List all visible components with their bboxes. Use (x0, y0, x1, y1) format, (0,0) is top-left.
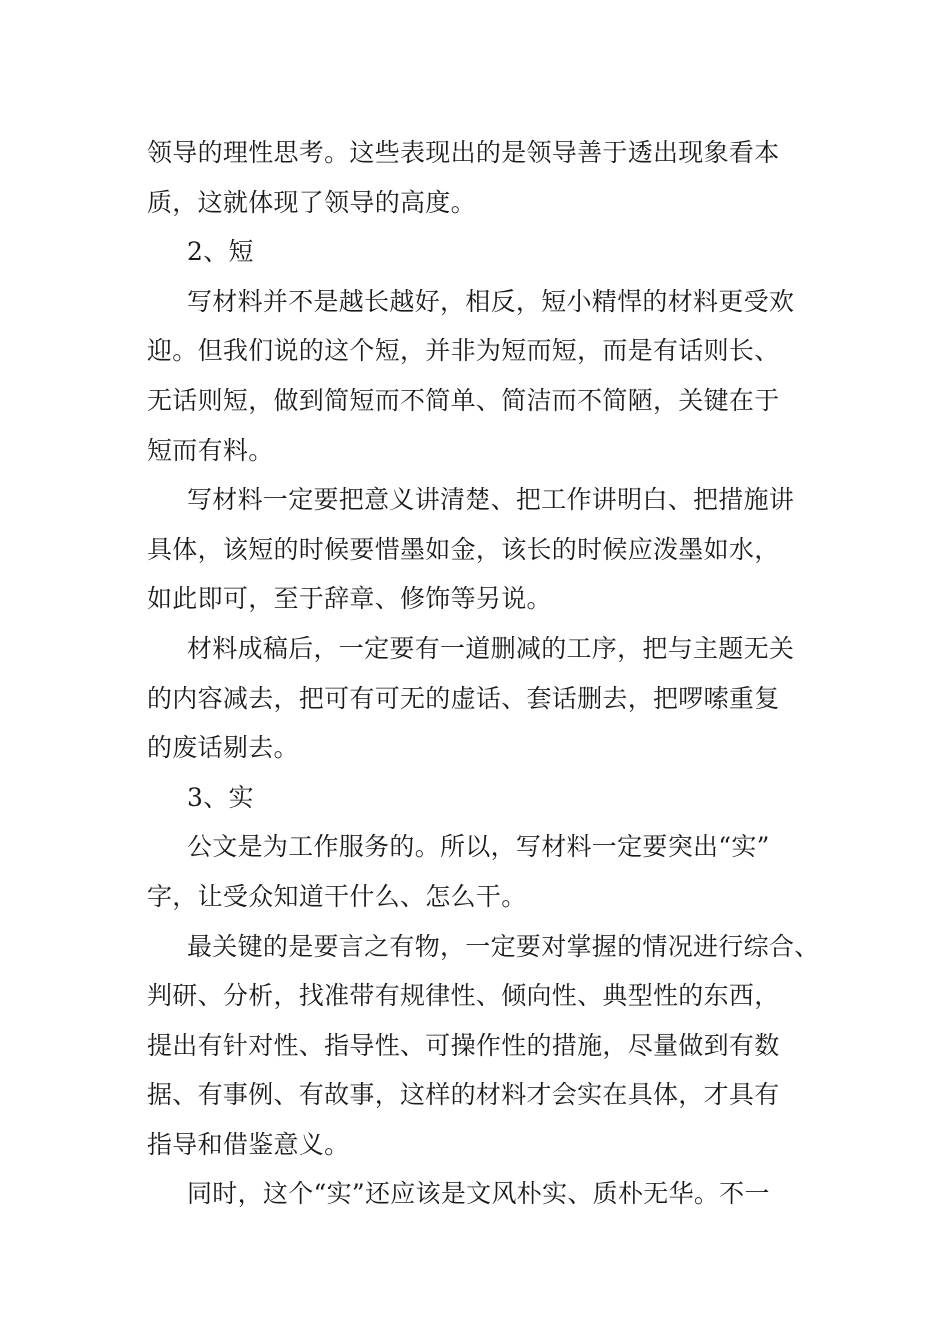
text-line: 判研、分析，找准带有规律性、倾向性、典型性的东西， (147, 981, 780, 1011)
text-line: 短而有料。 (147, 435, 274, 465)
text-line: 提出有针对性、指导性、可操作性的措施，尽量做到有数 (147, 1030, 780, 1060)
text-line: 具体，该短的时候要惜墨如金，该长的时候应泼墨如水， (147, 534, 780, 564)
text-line: 质，这就体现了领导的高度。 (147, 187, 476, 217)
text-line: 如此即可，至于辞章、修饰等另说。 (147, 584, 552, 614)
text-line: 写材料并不是越长越好，相反，短小精悍的材料更受欢 (187, 286, 795, 316)
text-line: 写材料一定要把意义讲清楚、把工作讲明白、把措施讲 (187, 485, 795, 515)
text-line: 领导的理性思考。这些表现出的是领导善于透出现象看本 (147, 138, 780, 167)
body-text (147, 128, 847, 1219)
text-line: 无话则短，做到简短而不简单、简洁而不简陋，关键在于 (147, 385, 780, 415)
text-line: 迎。但我们说的这个短，并非为短而短，而是有话则长、 (147, 336, 780, 366)
text-line: 的废话剔去。 (147, 733, 299, 763)
text-line: 同时，这个“实”还应该是文风朴实、质朴无华。不一 (187, 1179, 770, 1209)
section-heading-3: 3、实 (187, 782, 254, 812)
section-heading-2: 2、短 (187, 237, 254, 267)
text-line: 指导和借鉴意义。 (147, 1129, 350, 1159)
text-line: 据、有事例、有故事，这样的材料才会实在具体，才具有 (147, 1080, 780, 1110)
text-line: 材料成稿后，一定要有一道删减的工序，把与主题无关 (187, 633, 795, 663)
text-line: 公文是为工作服务的。所以，写材料一定要突出“实” (187, 832, 770, 862)
text-line: 字，让受众知道干什么、怎么干。 (147, 881, 527, 911)
text-line: 的内容减去，把可有可无的虚话、套话删去，把啰嗦重复 (147, 683, 780, 713)
text-line: 最关键的是要言之有物，一定要对掌握的情况进行综合、 (187, 931, 820, 961)
